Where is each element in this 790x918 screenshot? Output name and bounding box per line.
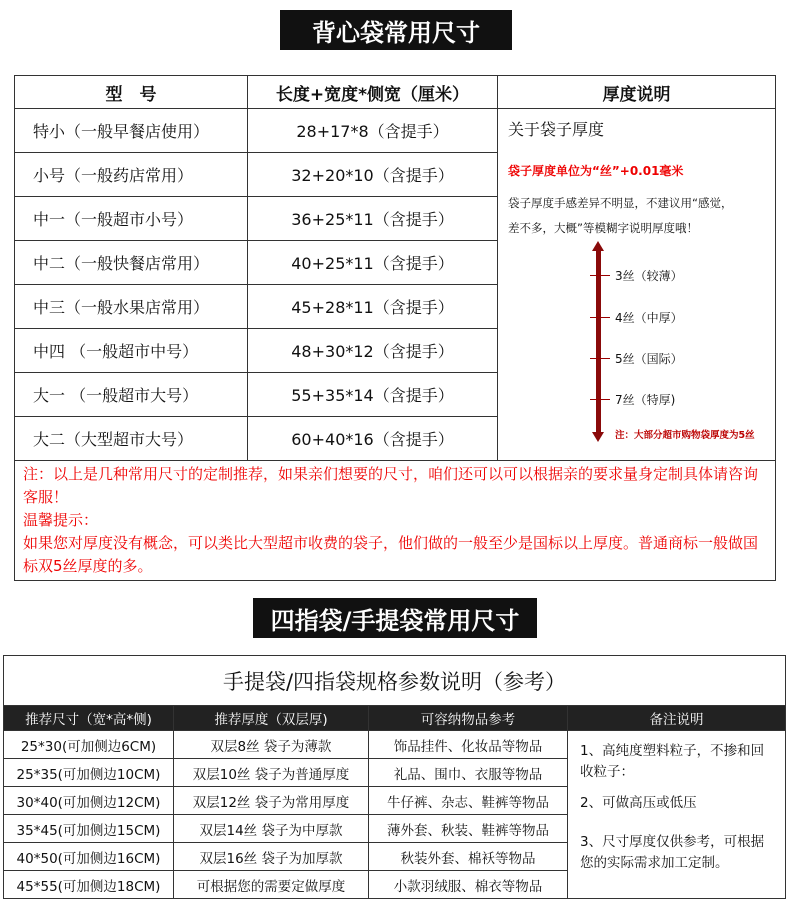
arrow-up-icon <box>592 241 604 251</box>
thickness-heading: 关于袋子厚度 <box>508 120 605 139</box>
thickness-cell: 可根据您的需要定做厚度 <box>174 871 369 899</box>
level-label: 3丝（较薄） <box>615 269 683 283</box>
model-size: 40+25*11（含提手） <box>248 241 498 285</box>
size-cell: 25*30(可加侧边6CM) <box>4 731 174 759</box>
model-size: 55+35*14（含提手） <box>248 373 498 417</box>
items-cell: 秋装外套、棉袄等物品 <box>369 843 568 871</box>
model-name: 中三（一般水果店常用） <box>15 285 248 329</box>
items-cell: 小款羽绒服、棉衣等物品 <box>369 871 568 899</box>
thickness-cell: 双层12丝 袋子为常用厚度 <box>174 787 369 815</box>
model-size: 36+25*11（含提手） <box>248 197 498 241</box>
header-thickness: 厚度说明 <box>498 76 776 109</box>
size-cell: 25*35(可加侧边10CM) <box>4 759 174 787</box>
model-name: 中四 （一般超市中号） <box>15 329 248 373</box>
thickness-explanation <box>498 109 776 461</box>
table-caption: 手提袋/四指袋规格参数说明（参考） <box>4 656 786 706</box>
header-thickness: 推荐厚度（双层厚) <box>174 706 369 731</box>
remark: 3、尺寸厚度仅供参考，可根据您的实际需求加工定制。 <box>580 834 765 871</box>
note-row <box>15 461 776 581</box>
tip-text: 如果您对厚度没有概念，可以类比大型超市收费的袋子，他们做的一般至少是国标以上厚度。普通商标一般做国标双5丝厚度的多。 <box>23 534 759 575</box>
section-title-vest-bag: 背心袋常用尺寸 <box>280 10 512 50</box>
model-name: 中二（一般快餐店常用） <box>15 241 248 285</box>
model-size: 45+28*11（含提手） <box>248 285 498 329</box>
remarks-cell <box>568 731 786 899</box>
thickness-cell: 双层8丝 袋子为薄款 <box>174 731 369 759</box>
thickness-advice: 袋子厚度手感差异不明显，不建议用“感觉， <box>508 196 733 210</box>
size-cell: 40*50(可加侧边16CM) <box>4 843 174 871</box>
size-cell: 35*45(可加侧边15CM) <box>4 815 174 843</box>
size-cell: 30*40(可加侧边12CM) <box>4 787 174 815</box>
thickness-cell: 双层14丝 袋子为中厚款 <box>174 815 369 843</box>
items-cell: 礼品、围巾、衣服等物品 <box>369 759 568 787</box>
thickness-advice: 差不多，大概”等模糊字说明厚度哦！ <box>508 221 698 235</box>
model-size: 48+30*12（含提手） <box>248 329 498 373</box>
remark: 2、可做高压或低压 <box>580 795 697 811</box>
size-cell: 45*55(可加侧边18CM) <box>4 871 174 899</box>
table-row <box>15 109 776 153</box>
thickness-cell: 双层16丝 袋子为加厚款 <box>174 843 369 871</box>
note-text: 注：以上是几种常用尺寸的定制推荐，如果亲们想要的尺寸，咱们还可以可以根据亲的要求量身定制具体请咨询客服！ <box>23 465 759 506</box>
model-name: 大一 （一般超市大号） <box>15 373 248 417</box>
model-name: 大二（大型超市大号） <box>15 417 248 461</box>
header-model: 型 号 <box>15 76 248 109</box>
items-cell: 饰品挂件、化妆品等物品 <box>369 731 568 759</box>
remark: 1、高纯度塑料粒子，不掺和回收粒子： <box>580 743 765 780</box>
section-title-handbag: 四指袋/手提袋常用尺寸 <box>253 598 537 638</box>
arrow-down-icon <box>592 432 604 442</box>
handbag-spec-table <box>3 655 786 899</box>
table-header <box>4 706 786 731</box>
table-header <box>15 76 776 109</box>
custom-size-note <box>15 461 776 581</box>
items-cell: 薄外套、秋装、鞋裤等物品 <box>369 815 568 843</box>
header-items: 可容纳物品参考 <box>369 706 568 731</box>
model-name: 中一（一般超市小号） <box>15 197 248 241</box>
table-row <box>4 731 786 759</box>
vest-bag-size-table <box>14 75 776 581</box>
header-dimensions: 长度+宽度*侧宽（厘米） <box>248 76 498 109</box>
thickness-cell: 双层10丝 袋子为普通厚度 <box>174 759 369 787</box>
model-name: 小号（一般药店常用） <box>15 153 248 197</box>
tip-heading: 温馨提示： <box>23 511 99 529</box>
model-size: 60+40*16（含提手） <box>248 417 498 461</box>
header-remarks: 备注说明 <box>568 706 786 731</box>
model-name: 特小（一般早餐店使用） <box>15 109 248 153</box>
level-label: 4丝（中厚） <box>615 311 683 325</box>
thickness-unit: 袋子厚度单位为“丝”+0.01毫米 <box>508 164 684 178</box>
level-label: 5丝（国际） <box>615 352 683 366</box>
header-size: 推荐尺寸（宽*高*侧) <box>4 706 174 731</box>
model-size: 32+20*10（含提手） <box>248 153 498 197</box>
items-cell: 牛仔裤、杂志、鞋裤等物品 <box>369 787 568 815</box>
level-label: 7丝（特厚) <box>615 393 676 407</box>
thickness-footnote: 注：大部分超市购物袋厚度为5丝 <box>615 430 755 441</box>
model-size: 28+17*8（含提手） <box>248 109 498 153</box>
